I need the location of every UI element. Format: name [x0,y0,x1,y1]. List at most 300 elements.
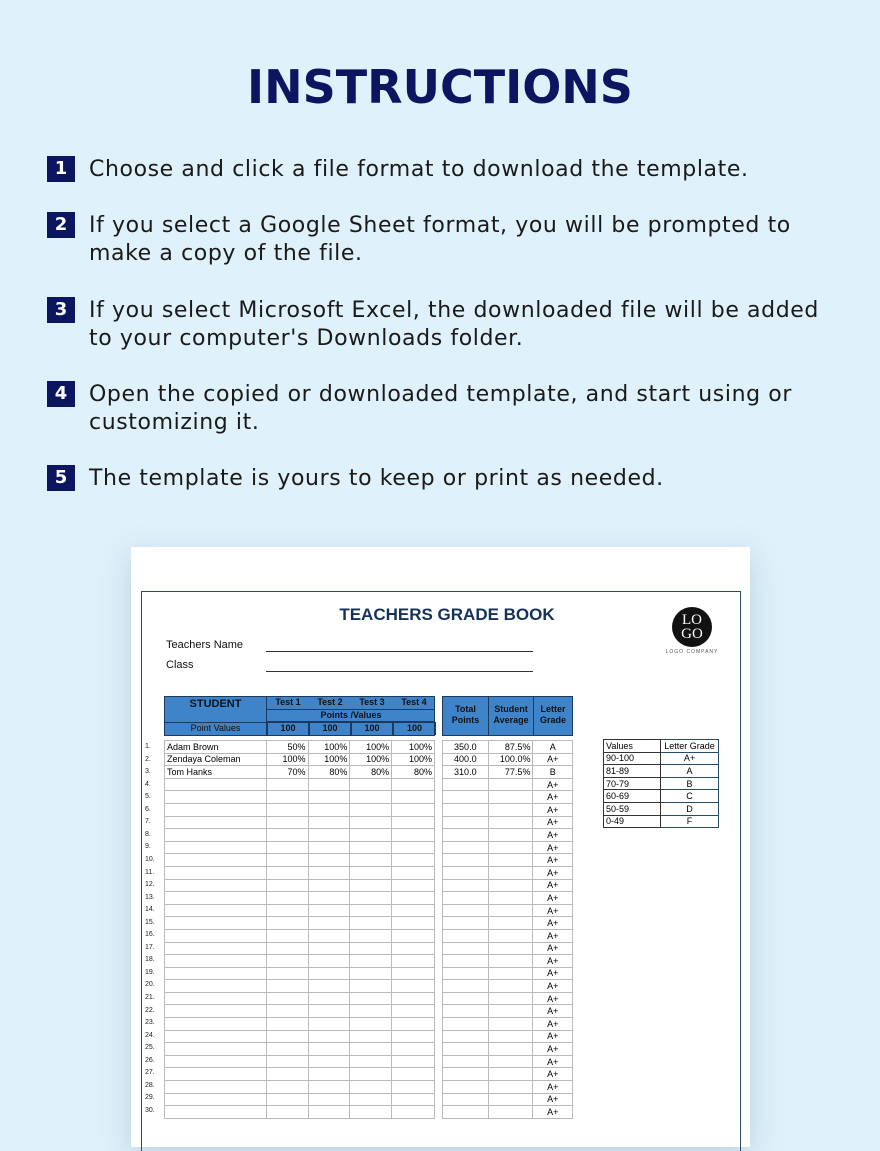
table-row [443,854,573,867]
student-name-cell[interactable] [165,904,267,917]
test-score-cell[interactable] [308,942,350,955]
average-cell [488,778,533,791]
test-score-cell[interactable] [350,791,392,804]
test-score-cell[interactable]: 100% [392,753,435,766]
scale-range: 70-79 [604,777,661,790]
test-score-cell[interactable] [308,866,350,879]
test-score-cell[interactable] [392,1081,435,1094]
student-name-cell[interactable] [165,1081,267,1094]
test-score-cell[interactable] [350,980,392,993]
test-score-cell[interactable] [350,904,392,917]
total-points-cell [443,967,489,980]
test-score-cell[interactable] [308,1093,350,1106]
table-row [443,1081,573,1094]
test-score-cell[interactable] [350,1018,392,1031]
student-name-cell[interactable] [165,866,267,879]
scale-range: 90-100 [604,752,661,765]
student-name-cell[interactable] [165,955,267,968]
test-score-cell[interactable]: 100% [266,753,308,766]
letter-grade-cell: A+ [533,791,573,804]
student-name-cell[interactable] [165,1093,267,1106]
letter-grade-cell: A+ [533,1018,573,1031]
test-score-cell[interactable] [266,778,308,791]
table-row [165,942,435,955]
table-row [165,892,435,905]
average-cell [488,967,533,980]
letter-grade-header: Letter Grade [539,704,566,725]
test-score-cell[interactable]: 100% [350,741,392,754]
row-number: 28. [145,1081,155,1089]
test-score-cell[interactable] [266,967,308,980]
table-row [165,1043,435,1056]
row-number: 19. [145,968,155,976]
row-number: 10. [145,855,155,863]
test-score-cell[interactable] [350,929,392,942]
row-number: 24. [145,1031,155,1039]
test-score-cell[interactable] [350,1106,392,1119]
table-row [165,929,435,942]
step-number-badge: 4 [47,381,75,407]
test-score-cell[interactable] [266,929,308,942]
test-score-cell[interactable]: 80% [392,766,435,779]
test-score-cell[interactable] [392,892,435,905]
table-row [443,866,573,879]
total-points-cell [443,929,489,942]
total-points-cell [443,816,489,829]
test-score-cell[interactable] [350,967,392,980]
test-score-cell[interactable] [350,829,392,842]
average-cell [488,980,533,993]
row-number: 16. [145,931,155,939]
test-score-cell[interactable] [350,992,392,1005]
grade-scale-table [603,739,719,828]
letter-grade-cell: A+ [533,753,573,766]
student-name-cell[interactable]: Zendaya Coleman [165,753,267,766]
step-text: The template is yours to keep or print as needed. [89,466,664,491]
table-row [443,1093,573,1106]
student-name-cell[interactable]: Adam Brown [165,741,267,754]
table-row [443,753,573,766]
test-score-cell[interactable] [392,829,435,842]
test-score-cell[interactable] [392,841,435,854]
test-score-cell[interactable] [308,854,350,867]
test-score-cell[interactable] [308,879,350,892]
letter-grade-cell: A+ [533,917,573,930]
letter-grade-cell: A+ [533,955,573,968]
student-average-header: Student Average [489,697,534,735]
table-row [443,904,573,917]
letter-grade-cell: A+ [533,929,573,942]
row-number: 23. [145,1019,155,1027]
instruction-step [47,212,847,268]
test-header: Test 1 [275,697,301,707]
test-score-cell[interactable] [308,1018,350,1031]
table-row [165,1018,435,1031]
values-header: Values [604,740,661,753]
test-score-cell[interactable] [392,854,435,867]
student-name-cell[interactable] [165,879,267,892]
test-score-cell[interactable] [350,778,392,791]
step-number-badge: 1 [47,156,75,182]
table-row [165,1093,435,1106]
total-points-cell [443,879,489,892]
instruction-step [47,297,847,353]
letter-grade-cell: A+ [533,942,573,955]
test-score-cell[interactable] [350,1093,392,1106]
student-name-cell[interactable] [165,1030,267,1043]
step-text: Choose and click a file format to download the template. [89,157,749,182]
test-score-cell[interactable] [308,917,350,930]
test-score-cell[interactable] [308,892,350,905]
test-score-cell[interactable] [266,791,308,804]
test-score-cell[interactable] [266,1068,308,1081]
test-score-cell[interactable] [266,1005,308,1018]
class-label: Class [166,659,194,671]
average-cell [488,1030,533,1043]
total-points-cell [443,854,489,867]
average-cell [488,942,533,955]
student-name-cell[interactable] [165,841,267,854]
test-score-cell[interactable] [308,1030,350,1043]
test-score-cell[interactable]: 100% [350,753,392,766]
test-score-cell[interactable] [308,841,350,854]
test-score-cell[interactable] [266,816,308,829]
test-score-cell[interactable]: 100% [308,753,350,766]
average-cell [488,1093,533,1106]
test-score-cell[interactable] [266,904,308,917]
table-row [165,955,435,968]
test-score-cell[interactable] [392,803,435,816]
test-score-cell[interactable] [350,892,392,905]
table-row [165,879,435,892]
test-score-cell[interactable] [308,791,350,804]
average-cell [488,866,533,879]
test-score-cell[interactable] [308,829,350,842]
scale-range: 60-69 [604,790,661,803]
row-number: 4. [145,780,151,788]
total-points-cell [443,980,489,993]
test-score-cell[interactable] [266,841,308,854]
total-points-cell [443,955,489,968]
student-name-cell[interactable] [165,778,267,791]
total-points-cell [443,1030,489,1043]
test-score-cell[interactable] [308,967,350,980]
test-score-cell[interactable] [266,1081,308,1094]
row-number: 29. [145,1094,155,1102]
table-row [165,778,435,791]
test-score-cell[interactable] [392,904,435,917]
table-row [165,803,435,816]
letter-grade-cell: A+ [533,992,573,1005]
teacher-name-label: Teachers Name [166,639,244,651]
letter-grade-cell: A+ [533,904,573,917]
average-cell [488,992,533,1005]
letter-grade-cell: A+ [533,841,573,854]
student-name-cell[interactable] [165,1043,267,1056]
test-score-cell[interactable] [266,917,308,930]
table-row [443,766,573,779]
row-number: 25. [145,1044,155,1052]
test-score-cell[interactable] [350,917,392,930]
test-score-cell[interactable] [392,967,435,980]
letter-grade-cell: A+ [533,1081,573,1094]
row-number: 1. [145,743,151,750]
student-name-cell[interactable] [165,992,267,1005]
average-cell [488,879,533,892]
table-row [443,829,573,842]
test-score-cell[interactable] [350,1005,392,1018]
test-score-cell[interactable] [350,816,392,829]
average-cell [488,1068,533,1081]
test-score-cell[interactable] [392,1055,435,1068]
test-header: Test 3 [359,697,385,707]
test-score-cell[interactable] [350,942,392,955]
test-score-cell[interactable] [308,992,350,1005]
test-score-cell[interactable] [266,1055,308,1068]
table-row [165,967,435,980]
row-number: 27. [145,1069,155,1077]
row-number: 17. [145,943,155,951]
scale-grade: A [661,765,719,778]
table-row [443,1055,573,1068]
table-row [165,992,435,1005]
test-score-cell[interactable] [266,1106,308,1119]
test-score-cell[interactable] [350,1043,392,1056]
total-points-cell: 400.0 [443,753,489,766]
test-score-cell[interactable] [308,1068,350,1081]
table-row [165,904,435,917]
step-number-badge: 5 [47,465,75,491]
average-cell: 87.5% [488,741,533,754]
step-number-badge: 2 [47,212,75,238]
test-score-cell[interactable] [392,1018,435,1031]
test-score-cell[interactable]: 80% [350,766,392,779]
test-score-cell[interactable] [392,879,435,892]
grade-book-title: TEACHERS GRADE BOOK [339,605,555,624]
table-row [165,829,435,842]
letter-grade-cell: A+ [533,1093,573,1106]
test-score-cell[interactable] [350,955,392,968]
row-number: 20. [145,981,155,989]
table-row [165,866,435,879]
test-score-cell[interactable] [266,992,308,1005]
test-score-cell[interactable] [392,778,435,791]
student-name-cell[interactable] [165,929,267,942]
table-row [443,1043,573,1056]
total-points-cell [443,866,489,879]
table-row [443,879,573,892]
page-heading: INSTRUCTIONS [247,60,633,114]
test-score-cell[interactable] [392,942,435,955]
test-score-cell[interactable]: 50% [266,741,308,754]
student-name-cell[interactable] [165,917,267,930]
test-score-cell[interactable] [350,1068,392,1081]
student-name-cell[interactable] [165,803,267,816]
scale-header-row [604,740,719,753]
student-name-cell[interactable]: Tom Hanks [165,766,267,779]
test-score-cell[interactable] [350,854,392,867]
test-score-cell[interactable]: 80% [308,766,350,779]
scale-row [604,777,719,790]
average-cell [488,854,533,867]
test-score-cell[interactable] [350,866,392,879]
test-score-cell[interactable] [266,942,308,955]
student-name-cell[interactable] [165,829,267,842]
table-row [443,1106,573,1119]
test-score-cell[interactable] [308,778,350,791]
test-score-cell[interactable] [266,829,308,842]
scale-grade: F [661,815,719,828]
average-cell [488,892,533,905]
student-name-cell[interactable] [165,854,267,867]
total-points-cell [443,904,489,917]
row-number: 3. [145,768,151,776]
average-cell [488,816,533,829]
test-score-cell[interactable] [392,929,435,942]
student-name-cell[interactable] [165,1106,267,1119]
test-score-cell[interactable] [350,1030,392,1043]
test-score-cell[interactable] [308,803,350,816]
test-score-cell[interactable] [392,980,435,993]
row-number: 6. [145,805,151,813]
table-row [443,942,573,955]
test-score-cell[interactable] [308,955,350,968]
step-number-badge: 3 [47,297,75,323]
average-cell [488,1055,533,1068]
instruction-step [47,381,847,437]
table-row [165,980,435,993]
letter-grade-cell: A+ [533,778,573,791]
test-score-cell[interactable] [266,1018,308,1031]
letter-grade-cell: A+ [533,1043,573,1056]
test-score-cell[interactable]: 100% [308,741,350,754]
table-row [165,917,435,930]
table-row [443,1018,573,1031]
scale-range: 81-89 [604,765,661,778]
student-name-cell[interactable] [165,980,267,993]
test-score-cell[interactable] [392,791,435,804]
total-points-cell [443,1106,489,1119]
test-score-cell[interactable] [266,803,308,816]
test-score-cell[interactable]: 70% [266,766,308,779]
test-score-cell[interactable]: 100% [392,741,435,754]
student-name-cell[interactable] [165,1068,267,1081]
test-score-cell[interactable] [350,1055,392,1068]
test-score-cell[interactable] [266,854,308,867]
letter-grade-cell: A [533,741,573,754]
total-points-cell [443,1068,489,1081]
test-score-cell[interactable] [392,992,435,1005]
test-score-cell[interactable] [266,1030,308,1043]
test-score-cell[interactable] [266,1093,308,1106]
test-score-cell[interactable] [266,980,308,993]
student-name-cell[interactable] [165,942,267,955]
student-name-cell[interactable] [165,791,267,804]
test-score-cell[interactable] [308,1005,350,1018]
test-score-cell[interactable] [392,1068,435,1081]
test-score-cell[interactable] [308,1081,350,1094]
points-values-header: Points /Values [267,709,435,722]
scale-grade: A+ [661,752,719,765]
student-name-cell[interactable] [165,1018,267,1031]
total-points-header: Total Points [443,697,489,735]
letter-grade-cell: A+ [533,1068,573,1081]
student-test-header [164,696,435,736]
row-number: 14. [145,906,155,914]
test-score-cell[interactable] [350,803,392,816]
student-name-cell[interactable] [165,1055,267,1068]
average-cell [488,929,533,942]
test-score-cell[interactable] [350,841,392,854]
test-score-cell[interactable] [266,892,308,905]
table-row [165,1068,435,1081]
test-score-cell[interactable] [350,879,392,892]
scores-table [164,740,435,1119]
test-score-cell[interactable] [308,1055,350,1068]
class-field[interactable] [266,671,533,672]
student-name-cell[interactable] [165,816,267,829]
total-points-cell [443,841,489,854]
test-score-cell[interactable] [392,955,435,968]
scale-row [604,790,719,803]
test-score-cell[interactable] [308,1106,350,1119]
test-score-cell[interactable] [308,904,350,917]
letter-header: Letter Grade [661,740,719,753]
test-score-cell[interactable] [392,1106,435,1119]
letter-grade-cell: A+ [533,1005,573,1018]
test-score-cell[interactable] [350,1081,392,1094]
test-score-cell[interactable] [392,816,435,829]
logo-icon: LO GO [672,607,712,647]
letter-grade-cell: A+ [533,1106,573,1119]
test-score-cell[interactable] [266,955,308,968]
test-score-cell[interactable] [266,879,308,892]
table-row [165,791,435,804]
table-row [165,841,435,854]
test-score-cell[interactable] [308,1043,350,1056]
test-score-cell[interactable] [392,1005,435,1018]
total-points-cell [443,803,489,816]
test-score-cell[interactable] [308,816,350,829]
test-score-cell[interactable] [392,917,435,930]
student-name-cell[interactable] [165,967,267,980]
total-points-cell [443,791,489,804]
test-score-cell[interactable] [392,1043,435,1056]
row-number: 2. [145,755,151,763]
average-cell [488,841,533,854]
letter-grade-cell: A+ [533,816,573,829]
table-row [165,1106,435,1119]
test-score-cell[interactable] [266,866,308,879]
test-score-cell[interactable] [392,866,435,879]
test-score-cell[interactable] [392,1030,435,1043]
average-cell [488,955,533,968]
test-score-cell[interactable] [308,929,350,942]
table-row [165,741,435,754]
row-number: 8. [145,830,151,838]
test-score-cell[interactable] [266,1043,308,1056]
average-cell: 77.5% [488,766,533,779]
student-name-cell[interactable] [165,892,267,905]
average-cell [488,1106,533,1119]
table-row [443,791,573,804]
table-row [443,803,573,816]
student-name-cell[interactable] [165,1005,267,1018]
teacher-name-field[interactable] [266,651,533,652]
test-score-cell[interactable] [392,1093,435,1106]
test-score-cell[interactable] [308,980,350,993]
row-number: 12. [145,881,155,889]
